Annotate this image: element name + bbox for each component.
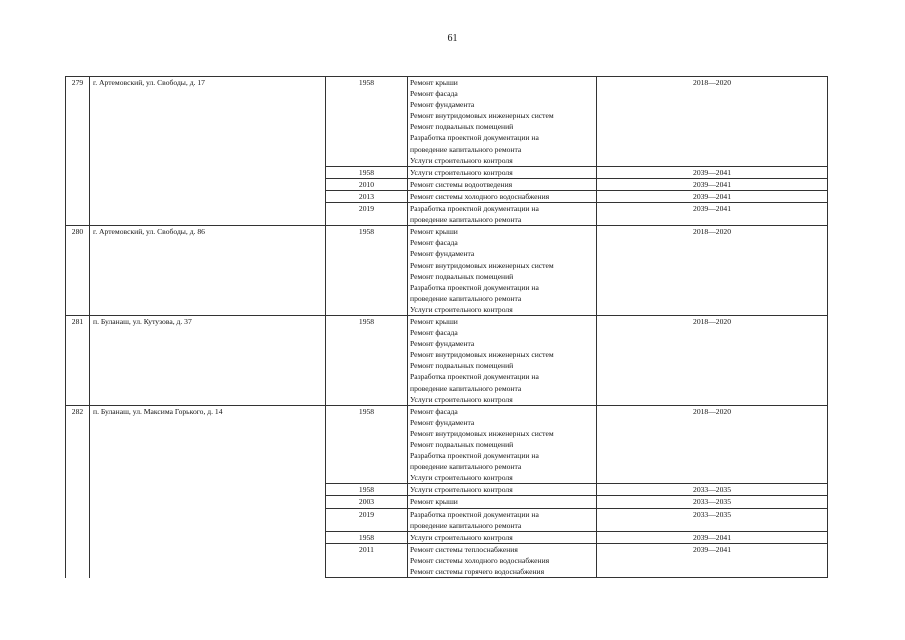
period-cell: 2033—2035	[597, 484, 828, 496]
table-row	[66, 226, 828, 316]
works-cell	[408, 543, 597, 577]
work-item: Разработка проектной документации на	[410, 451, 539, 461]
work-item: Ремонт подвальных помещений	[410, 361, 514, 371]
work-item: проведение капитального ремонта	[410, 520, 522, 530]
year-cell: 1958	[326, 166, 408, 178]
work-item: Ремонт крыши	[410, 316, 458, 326]
work-item: Услуги строительного контроля	[410, 532, 513, 542]
work-item: Ремонт крыши	[410, 227, 458, 237]
works-cell	[408, 315, 597, 405]
work-item: Ремонт внутридомовых инженерных систем	[410, 428, 554, 438]
year-cell: 2003	[326, 496, 408, 508]
work-item: Разработка проектной документации на	[410, 282, 539, 292]
work-item: Ремонт подвальных помещений	[410, 122, 514, 132]
object-number: 281	[66, 315, 90, 405]
object-address: г. Артемовский, ул. Свободы, д. 17	[90, 77, 326, 226]
work-item: Ремонт подвальных помещений	[410, 271, 514, 281]
works-cell	[408, 166, 597, 178]
work-item: Услуги строительного контроля	[410, 473, 513, 483]
work-item: Ремонт системы теплоснабжения	[410, 544, 518, 554]
period-cell: 2018—2020	[597, 405, 828, 484]
work-item: Ремонт фундамента	[410, 249, 475, 259]
work-item: Ремонт фундамента	[410, 100, 475, 110]
work-item: проведение капитального ремонта	[410, 215, 522, 225]
period-cell: 2018—2020	[597, 226, 828, 316]
period-cell: 2033—2035	[597, 508, 828, 531]
work-item: Ремонт крыши	[410, 78, 458, 87]
works-cell	[408, 496, 597, 508]
work-item: Ремонт подвальных помещений	[410, 440, 514, 449]
table-row	[66, 77, 828, 167]
works-cell	[408, 508, 597, 531]
year-cell: 1958	[326, 531, 408, 543]
period-cell: 2039—2041	[597, 203, 828, 226]
works-cell	[408, 484, 597, 496]
repair-schedule-table	[65, 76, 828, 578]
work-item: Ремонт фасада	[410, 406, 458, 416]
period-cell: 2018—2020	[597, 77, 828, 167]
year-cell: 1958	[326, 484, 408, 496]
table-row	[66, 405, 828, 484]
work-item: проведение капитального ремонта	[410, 144, 522, 154]
year-cell: 1958	[326, 405, 408, 484]
year-cell: 2010	[326, 178, 408, 190]
object-number: 282	[66, 405, 90, 577]
table-body	[66, 77, 828, 578]
work-item: Ремонт фасада	[410, 328, 458, 338]
works-cell	[408, 77, 597, 167]
work-item: проведение капитального ремонта	[410, 383, 522, 393]
work-item: Услуги строительного контроля	[410, 155, 513, 165]
object-number: 280	[66, 226, 90, 316]
period-cell: 2039—2041	[597, 190, 828, 202]
work-item: Ремонт внутридомовых инженерных систем	[410, 350, 554, 360]
work-item: Ремонт фундамента	[410, 339, 475, 349]
period-cell: 2039—2041	[597, 166, 828, 178]
works-cell	[408, 190, 597, 202]
work-item: Услуги строительного контроля	[410, 167, 513, 177]
work-item: проведение капитального ремонта	[410, 293, 522, 303]
year-cell: 1958	[326, 226, 408, 316]
work-item: Услуги строительного контроля	[410, 394, 513, 404]
work-item: Ремонт фасада	[410, 238, 458, 248]
work-item: Ремонт системы водоотведения	[410, 179, 513, 189]
period-cell: 2039—2041	[597, 531, 828, 543]
work-item: Ремонт системы холодного водоснабжения	[410, 555, 550, 565]
year-cell: 2013	[326, 190, 408, 202]
works-cell	[408, 178, 597, 190]
period-cell: 2018—2020	[597, 315, 828, 405]
works-cell	[408, 531, 597, 543]
work-item: Разработка проектной документации на	[410, 509, 539, 519]
period-cell: 2033—2035	[597, 496, 828, 508]
object-address: п. Буланаш, ул. Максима Горького, д. 14	[90, 405, 326, 577]
work-item: Ремонт системы холодного водоснабжения	[410, 191, 550, 201]
object-address: г. Артемовский, ул. Свободы, д. 86	[90, 226, 326, 316]
year-cell: 1958	[326, 77, 408, 167]
year-cell: 2019	[326, 508, 408, 531]
object-number: 279	[66, 77, 90, 226]
works-cell	[408, 405, 597, 484]
work-item: Ремонт внутридомовых инженерных систем	[410, 260, 554, 270]
work-item: Ремонт системы горячего водоснабжения	[410, 567, 545, 577]
work-item: Ремонт фасада	[410, 89, 458, 99]
work-item: Разработка проектной документации на	[410, 133, 539, 143]
object-address: п. Буланаш, ул. Кутузова, д. 37	[90, 315, 326, 405]
year-cell: 2011	[326, 543, 408, 577]
works-cell	[408, 226, 597, 316]
work-item: Услуги строительного контроля	[410, 485, 513, 495]
page-number: 61	[447, 33, 458, 44]
work-item: Разработка проектной документации на	[410, 204, 539, 214]
year-cell: 2019	[326, 203, 408, 226]
period-cell: 2039—2041	[597, 543, 828, 577]
work-item: Ремонт фундамента	[410, 417, 475, 427]
work-item: Разработка проектной документации на	[410, 372, 539, 382]
year-cell: 1958	[326, 315, 408, 405]
period-cell: 2039—2041	[597, 178, 828, 190]
work-item: Ремонт крыши	[410, 497, 458, 507]
work-item: Услуги строительного контроля	[410, 304, 513, 314]
works-cell	[408, 203, 597, 226]
work-item: проведение капитального ремонта	[410, 462, 522, 472]
table-row	[66, 315, 828, 405]
work-item: Ремонт внутридомовых инженерных систем	[410, 111, 554, 121]
